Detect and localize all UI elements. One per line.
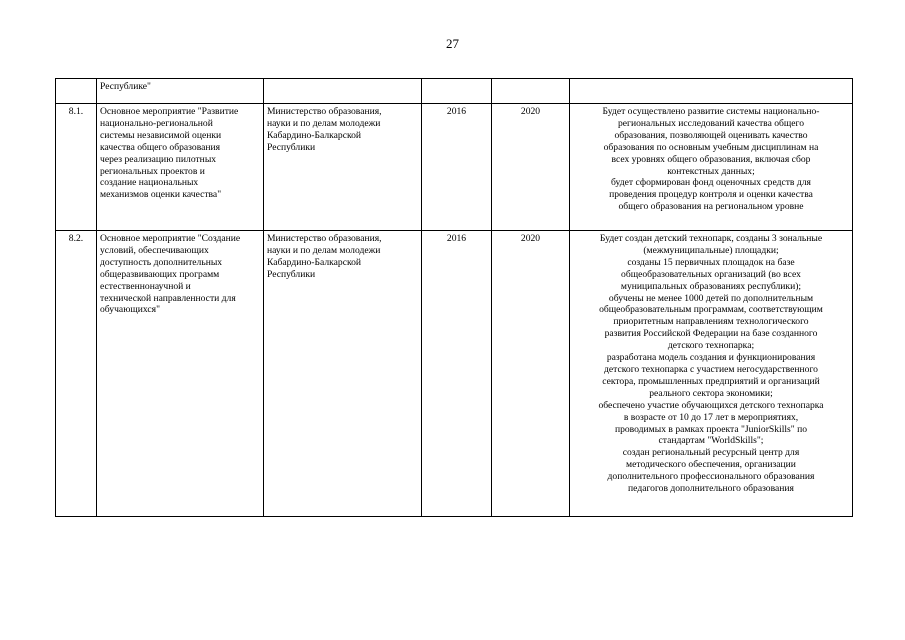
executor-line: науки и по делам молодежи [267,244,381,256]
result-line: проводимых в рамках проекта "JuniorSkills" по [614,423,808,435]
cell-end-year: 2020 [492,104,570,231]
cell-measure-name [97,231,264,517]
table-row [56,104,853,231]
cell-end-year [492,79,570,104]
measure-name-line: доступность дополнительных [100,256,223,268]
executor-line: науки и по делам молодежи [267,117,381,129]
result-line: обеспечено участие обучающихся детского технопарка [598,399,824,411]
measure-name-line: обучающихся" [100,304,160,316]
measure-name-line: региональных проектов и [100,165,205,177]
executor-line: Министерство образования, [267,233,382,244]
cell-executor [264,79,422,104]
executor-line: Республики [267,268,316,280]
cell-number: 8.1. [56,104,97,231]
result-line: сектора, промышленных предприятий и организаций [602,375,820,387]
cell-measure-name [97,104,264,231]
cell-expected-result [570,231,853,517]
measure-name-line: технической направленности для [100,292,236,304]
measure-name-line: системы независимой оценки [100,129,222,141]
measure-name-line: механизмов оценки качества" [100,189,222,201]
measure-name-line: национально-региональной [100,117,213,129]
cell-start-year [422,79,492,104]
measure-name-line: создание национальных [100,177,199,189]
measure-name-line: Основное мероприятие "Развитие [100,106,239,117]
result-line: в возрасте от 10 до 17 лет в мероприятиях, [623,411,799,423]
result-line: создан региональный ресурсный центр для [622,447,800,459]
cell-number: 8.2. [56,231,97,517]
measure-name-line: Республике" [100,81,151,92]
cell-expected-result [570,104,853,231]
result-line: проведения процедур контроля и оценки качества [609,189,813,201]
result-line: образования, позволяющей оценивать качество [614,129,808,141]
cell-executor [264,104,422,231]
result-line: будет сформирован фонд оценочных средств для [611,177,811,189]
result-line: общеобразовательных организаций (во всех [621,268,801,280]
table-body [56,79,853,517]
measure-name-line: качества общего образования [100,141,221,153]
cell-expected-result [570,79,853,104]
result-line: стандартам "WorldSkills"; [658,435,764,447]
result-line: детского технопарка; [667,340,755,352]
result-line: региональных исследований качества общего [617,117,805,129]
result-line: образования по основным учебным дисциплинам на [603,141,819,153]
measure-name-line: естественнонаучной и [100,280,191,292]
cell-executor [264,231,422,517]
result-line: общеобразовательным программам, соответствующим [599,304,823,316]
cell-measure-name [97,79,264,104]
result-line: Будет осуществлено развитие системы национально- [602,106,820,117]
measure-name-line: Основное мероприятие "Создание [100,233,241,244]
table-row-continuation [56,79,853,104]
executor-line: Республики [267,141,316,153]
result-line: всех уровнях общего образования, включая сбор [611,153,811,165]
result-line: развития Российской Федерации на базе созданного [604,328,818,340]
executor-line: Кабардино-Балкарской [267,256,362,268]
result-line: созданы 15 первичных площадок на базе [627,256,795,268]
result-line: (межмуниципальные) площадки; [643,244,779,256]
executor-line: Кабардино-Балкарской [267,129,362,141]
result-line: контекстных данных; [667,165,755,177]
result-line: муниципальных образованиях республики); [620,280,802,292]
measure-name-line: через реализацию пилотных [100,153,217,165]
result-line: Будет создан детский технопарк, созданы 3 зональные [599,233,823,244]
result-line: реального сектора экономики; [649,387,773,399]
result-line: педагогов дополнительного образования [628,483,794,495]
cell-start-year: 2016 [422,104,492,231]
page-number: 27 [446,36,459,51]
measure-name-line: условий, обеспечивающих [100,244,209,256]
result-line: обучены не менее 1000 детей по дополнительным [608,292,814,304]
table-row [56,231,853,517]
result-line: дополнительного профессионального образования [607,471,815,483]
cell-start-year: 2016 [422,231,492,517]
cell-number [56,79,97,104]
result-line: разработана модель создания и функционирования [606,352,816,364]
measure-name-line: общеразвивающих программ [100,268,220,280]
result-line: приоритетным направлениям технологического [613,316,809,328]
program-measures-table [55,78,853,517]
result-line: детского технопарка с участием негосударственного [604,363,818,375]
cell-end-year: 2020 [492,231,570,517]
result-line: общего образования на региональном уровне [618,201,804,213]
result-line: методического обеспечения, организации [626,459,796,471]
executor-line: Министерство образования, [267,106,382,117]
